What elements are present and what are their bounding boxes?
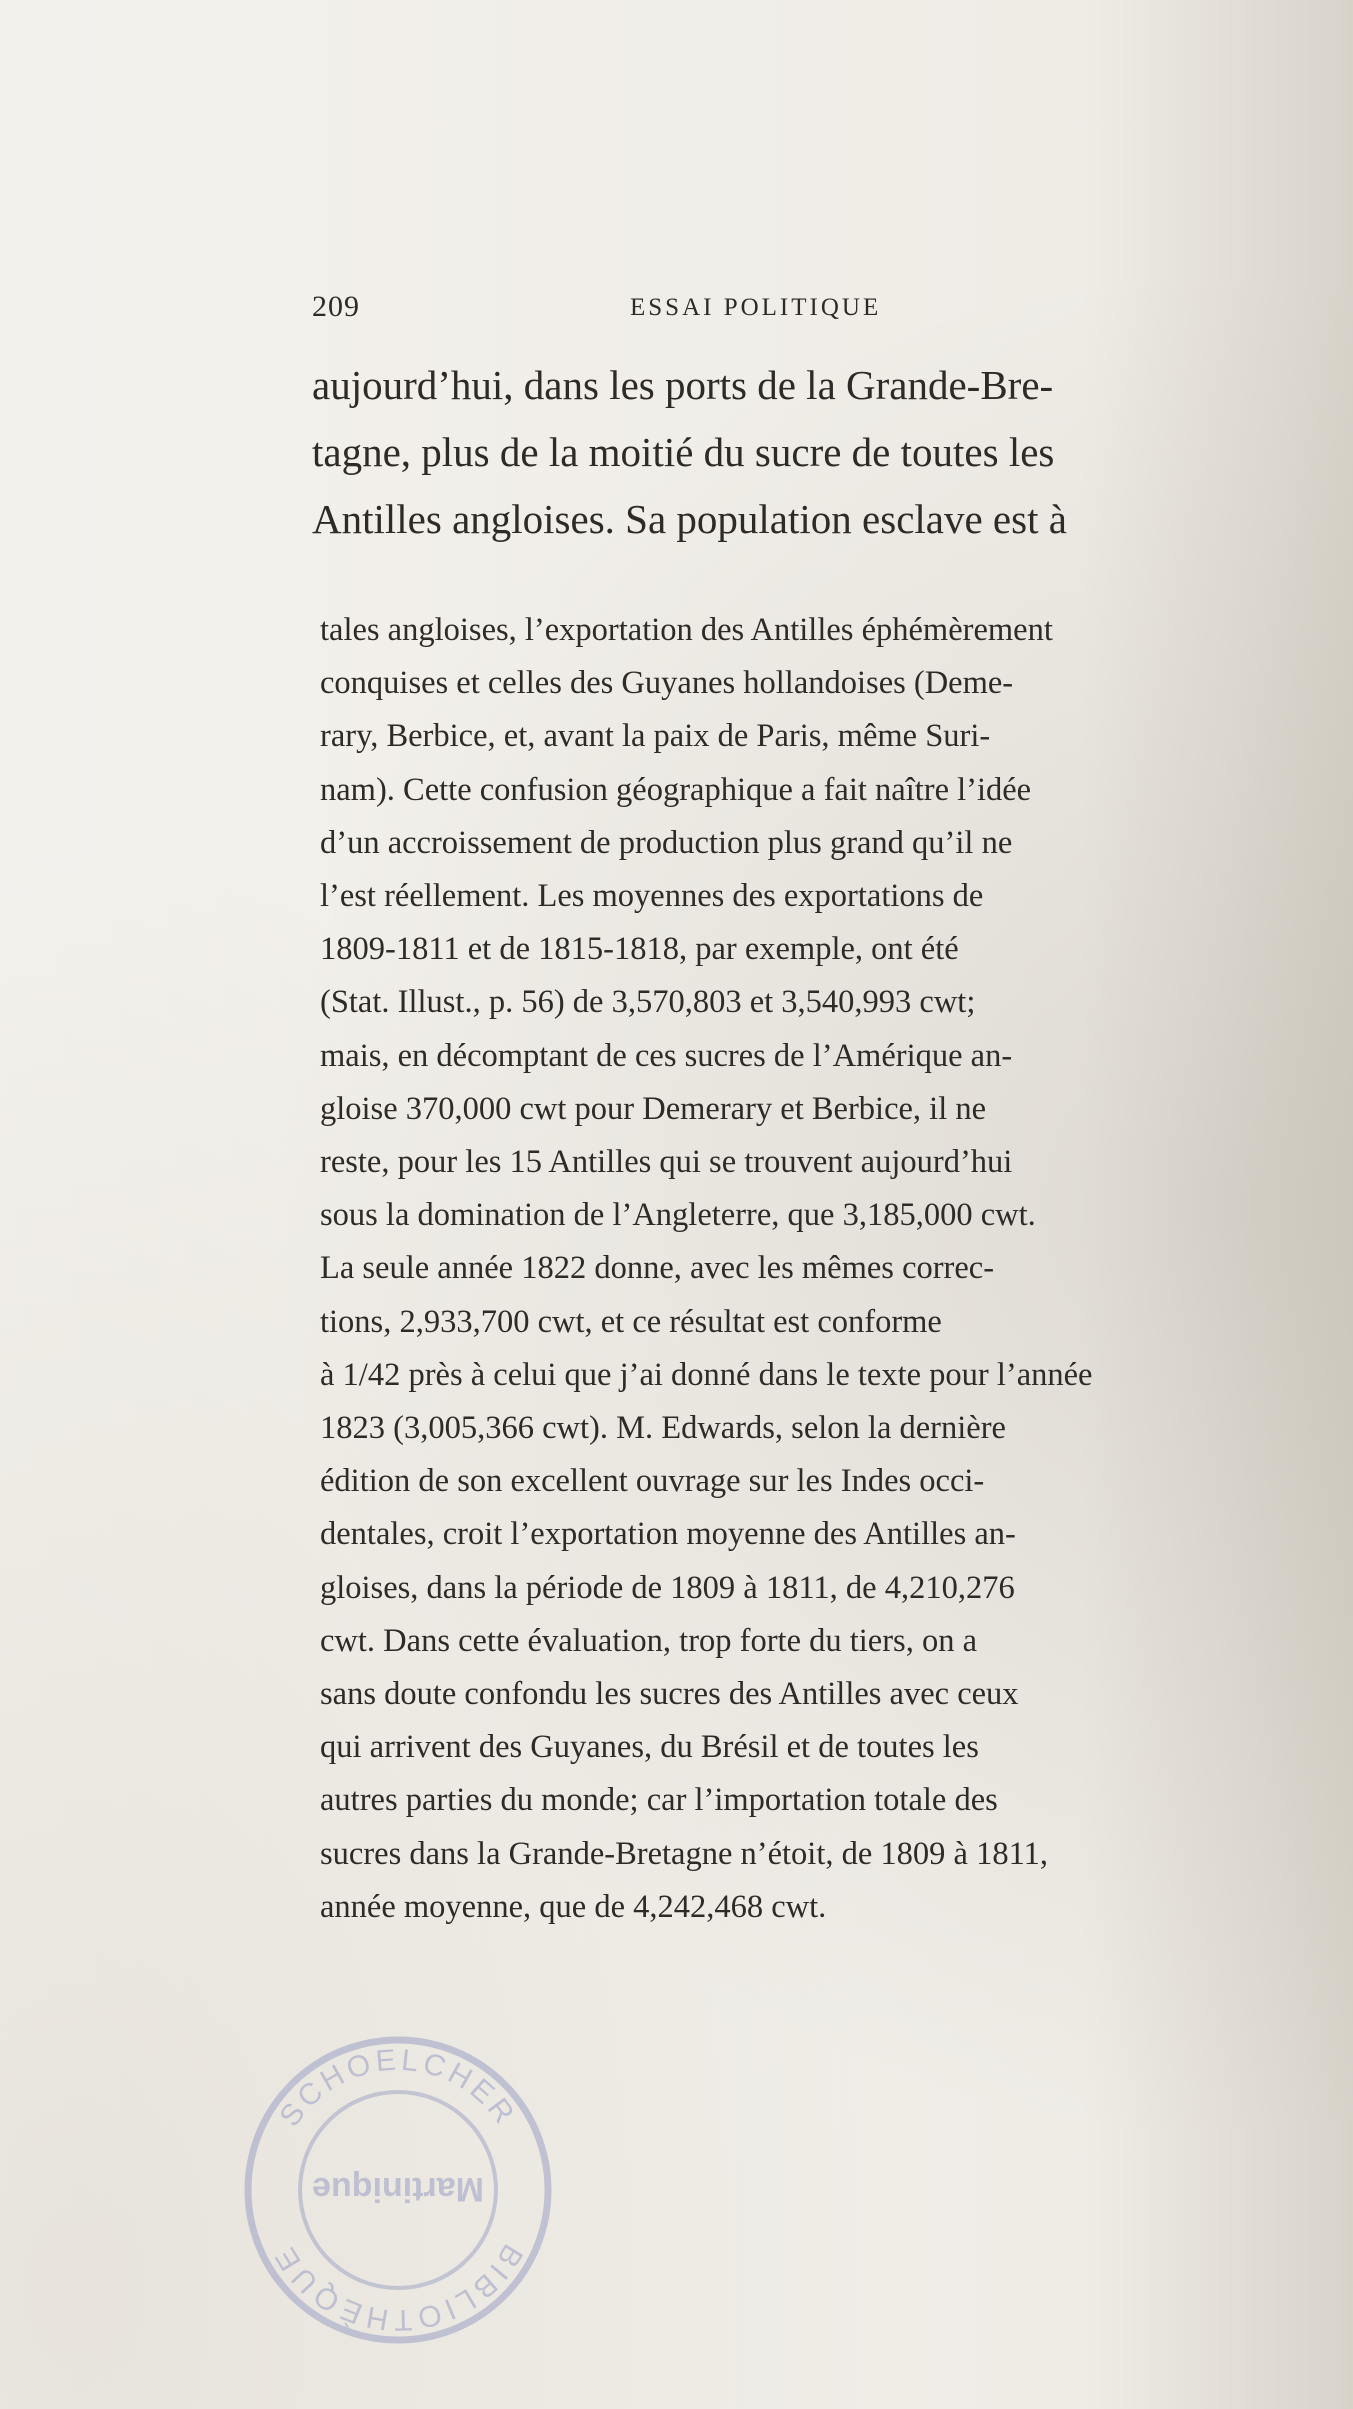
footnote-line: tions, 2,933,700 cwt, et ce résultat est conforme (320, 1303, 942, 1340)
footnote-line: cwt. Dans cette évaluation, trop forte du tiers, on a (320, 1622, 977, 1659)
main-text (312, 352, 1257, 553)
footnote-line: à 1/42 près à celui que j’ai donné dans le texte pour l’année (320, 1356, 1093, 1393)
main-text-line: Antilles angloises. Sa population esclave est à (312, 496, 1067, 542)
svg-text:Martinique: Martinique (312, 2170, 484, 2208)
footnote-line: 1823 (3,005,366 cwt). M. Edwards, selon la dernière (320, 1410, 1006, 1447)
page-number: 209 (312, 290, 360, 323)
footnote-line: conquises et celles des Guyanes hollandoises (Deme- (320, 665, 1014, 702)
footnote-line: sucres dans la Grande-Bretagne n’étoit, de 1809 à 1811, (320, 1835, 1048, 1872)
footnote-line: nam). Cette confusion géographique a fait naître l’idée (320, 771, 1032, 808)
footnote-line: reste, pour les 15 Antilles qui se trouvent aujourd’hui (320, 1144, 1013, 1181)
main-text-line: aujourd’hui, dans les ports de la Grande-Bre- (312, 362, 1054, 408)
footnote-line: (Stat. Illust., p. 56) de 3,570,803 et 3,540,993 cwt; (320, 984, 976, 1021)
footnote-line: sans doute confondu les sucres des Antilles avec ceux (320, 1676, 1019, 1713)
svg-text:SCHOELCHER: SCHOELCHER (273, 2043, 523, 2133)
footnote-line: qui arrivent des Guyanes, du Brésil et de toutes les (320, 1729, 979, 1766)
footnote-line: autres parties du monde; car l’importation totale des (320, 1782, 998, 1819)
footnote (320, 604, 1262, 1934)
footnote-line: l’est réellement. Les moyennes des exportations de (320, 878, 984, 915)
footnote-line: d’un accroissement de production plus grand qu’il ne (320, 824, 1013, 861)
footnote-line: mais, en décomptant de ces sucres de l’Amérique an- (320, 1037, 1013, 1074)
stamp-seal-icon (218, 2010, 578, 2370)
footnote-line: dentales, croit l’exportation moyenne des Antilles an- (320, 1516, 1016, 1553)
footnote-line: année moyenne, que de 4,242,468 cwt. (320, 1888, 827, 1925)
footnote-line: La seule année 1822 donne, avec les mêmes correc- (320, 1250, 995, 1287)
page-header (312, 290, 1312, 330)
library-stamp (218, 2010, 578, 2370)
running-title: ESSAI POLITIQUE (630, 294, 882, 321)
svg-text:BIBLIOTHÈQUE: BIBLIOTHÈQUE (267, 2238, 529, 2337)
footnote-line: tales angloises, l’exportation des Antilles éphémèrement (320, 612, 1053, 648)
main-text-line: tagne, plus de la moitié du sucre de toutes les (312, 429, 1055, 475)
footnote-line: rary, Berbice, et, avant la paix de Paris, même Suri- (320, 718, 991, 755)
footnote-line: gloise 370,000 cwt pour Demerary et Berbice, il ne (320, 1090, 987, 1127)
footnote-line: gloises, dans la période de 1809 à 1811, de 4,210,276 (320, 1569, 1015, 1606)
footnote-line: édition de son excellent ouvrage sur les Indes occi- (320, 1463, 985, 1500)
footnote-line: 1809-1811 et de 1815-1818, par exemple, ont été (320, 931, 959, 968)
footnote-line: sous la domination de l’Angleterre, que 3,185,000 cwt. (320, 1197, 1036, 1234)
